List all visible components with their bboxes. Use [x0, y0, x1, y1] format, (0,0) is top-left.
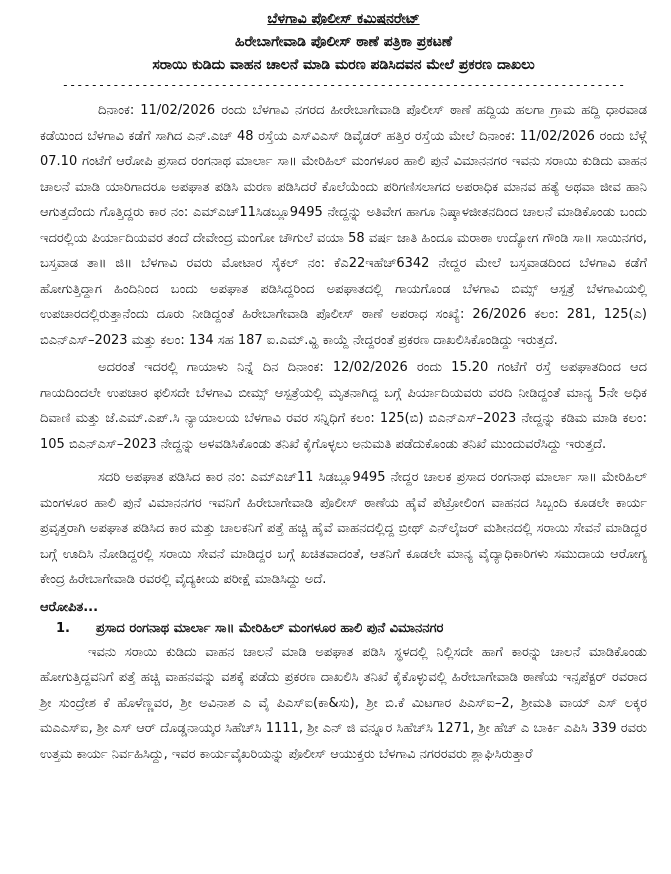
- document-header: [40, 8, 647, 77]
- header-divider: ------------------------------------------------------------------------------: [61, 78, 626, 92]
- headline: ಸರಾಯಿ ಕುಡಿದು ವಾಹನ ಚಾಲನೆ ಮಾಡಿ ಮರಣ ಪಡಿಸಿದವನ ಮೇಲೆ ಪ್ರಕರಣ ದಾಖಲು: [152, 57, 535, 73]
- paragraph-appreciation: ಇವನು ಸರಾಯಿ ಕುಡಿದು ವಾಹನ ಚಾಲನೆ ಮಾಡಿ ಅಪಘಾತ ಪಡಿಸಿ ಸ್ಥಳದಲ್ಲಿ ನಿಲ್ಲಿಸದೇ ಹಾಗೆ ಕಾರನ್ನು ಚಾಲನೆ ಮಾಡಿಕೊಂಡು ಹೋಗುತ್ತಿದ್ದವನಿಗೆ ಪತ್ತೆ ಹಚ್ಚಿ ವಾಹನವನ್ನು ವಶಕ್ಕೆ ಪಡೆದು ಪ್ರಕರಣ ದಾಖಲಿಸಿ ತನಿಖೆ ಕೈಕೊಳ್ಳುವಲ್ಲಿ ಹಿರೇಬಾಗೇವಾಡಿ ಠಾಣೆಯ ಇನ್ಸಪೆಕ್ಟರ್ ರವರಾದ ಶ್ರೀ ಸುಂದ್ರೇಶ ಕೆ ಹೊಳೆಣ್ಣವರ, ಶ್ರೀ ಅವಿನಾಶ ಎ ವೈ ಪಿಎಸ್ಐ(ಕಾ&ಸು), ಶ್ರೀ ಬಿ.ಕೆ ಮಿಟಗಾರ ಪಿಎಸ್ಐ–2, ಶ್ರೀಮತಿ ವಾಯ್ ಎಸ್ ಲಕ್ಕರ ಮಎಎಸ್ಐ, ಶ್ರೀ ಎಸ್ ಆರ್ ದೊಡ್ಡನಾಯ್ಕರ ಸಿಹೆಚ್‌ಸಿ 1111, ಶ್ರೀ ಎನ್ ಜಿ ವನ್ನೂರ ಸಿಹೆಚ್‌ಸಿ 1271, ಶ್ರೀ ಹೆಚ್ ಎ ಬಾರ್ಕಿ ಎಪಿಸಿ 339 ರವರು ಉತ್ತಮ ಕಾರ್ಯ ನಿರ್ವಹಿಸಿದ್ದು, ಇವರ ಕಾರ್ಯವೈಖರಿಯನ್ನು ಪೊಲೀಸ್ ಆಯುಕ್ತರು ಬೆಳಗಾವಿ ನಗರರವರು ಶ್ಲಾಘಿಸಿರುತ್ತಾರೆ: [40, 644, 647, 762]
- paragraph-arrest: ಸದರಿ ಅಪಘಾತ ಪಡಿಸಿದ ಕಾರ ನಂ: ಎಮ್‌ಎಚ್11 ಸಿಡಬ್ಲೂ9495 ನೇದ್ದರ ಚಾಲಕ ಪ್ರಸಾದ ರಂಗನಾಥ ಮಾರ್ಲಾ ಸಾ॥ ಮೇರಿಹಿಲ್ ಮಂಗಳೂರ ಹಾಲಿ ಪುನೆ ವಿಮಾನನಗರ ಇವನಿಗೆ ಹಿರೇಬಾಗೇವಾಡಿ ಪೊಲೀಸ್ ಠಾಣೆಯ ಹೈವೆ ಪೆಟ್ರೋಲಿಂಗ ವಾಹನದ ಸಿಬ್ಬಂದಿ ಕೂಡಲೇ ಕಾರ್ಯ ಪ್ರವೃತ್ತರಾಗಿ ಅಪಘಾತ ಪಡಿಸಿದ ಕಾರ ಮತ್ತು ಚಾಲಕನಿಗೆ ಪತ್ತೆ ಹಚ್ಚಿ ಹೈವೆ ವಾಹನದಲ್ಲಿದ್ದ ಬ್ರೀಥ್ ಎನ್‌ಲೈಜರ್ ಮಶೀನದಲ್ಲಿ ಸರಾಯಿ ಸೇವನೆ ಮಾಡಿದ್ದರ ಬಗ್ಗೆ ಊದಿಸಿ ನೋಡಿದ್ದರಲ್ಲಿ ಸರಾಯಿ ಸೇವನೆ ಮಾಡಿದ್ದರ ಬಗ್ಗೆ ಖಚಿತವಾದಂತೆ, ಆತನಿಗೆ ಕೂಡಲೇ ಮಾನ್ಯ ವೈದ್ಯಾಧಿಕಾರಿಗಳು ಸಮುದಾಯ ಆರೋಗ್ಯ ಕೇಂದ್ರ ಹಿರೇಬಾಗೇವಾಡಿ ರವರಲ್ಲಿ ವೈದ್ಯಕೀಯ ಪರೀಕ್ಷೆ ಮಾಡಿಸಿದ್ದು ಅದೆ.: [40, 470, 647, 587]
- accused-number: 1.: [56, 621, 70, 636]
- paragraph-death: ಅದರಂತೆ ಇದರಲ್ಲಿ ಗಾಯಾಳು ನಿನ್ನೆ ದಿನ ದಿನಾಂಕ: 12/02/2026 ರಂದು 15.20 ಗಂಟೆಗೆ ರಸ್ತೆ ಅಪಘಾತದಿಂದ ಆದ ಗಾಯದಿಂದಲೇ ಉಪಚಾರ ಫಲಿಸದೇ ಬೆಳಗಾವಿ ಬೀಮ್ಸ್ ಆಸ್ಪತ್ರೆಯಲ್ಲಿ ಮೃತನಾಗಿದ್ದ ಬಗ್ಗೆ ಪಿರ್ಯಾದಿಯವರು ವರದಿ ನೀಡಿದ್ದಂತೆ ಮಾನ್ಯ 5ನೇ ಅಧಿಕ ದಿವಾಣಿ ಮತ್ತು ಜೆ.ಎಮ್.ಎಪ್.ಸಿ ನ್ಯಾಯಾಲಯ ಬೆಳಗಾವಿ ರವರ ಸನ್ನಿಧಿಗೆ ಕಲಂ: 125(ಬಿ) ಬಿಎನ್‌ಎಸ್–2023 ನೇದ್ದನ್ನು ಕಡಿಮ ಮಾಡಿ ಕಲಂ: 105 ಬಿಎನ್‌ಎಸ್–2023 ನೇದ್ದನ್ನು ಅಳವಡಿಸಿಕೊಂಡು ತನಿಖೆ ಕೈಗೊಳ್ಳಲು ಅನುಮತಿ ಪಡೆದುಕೊಂಡು ತನಿಖೆ ಮುಂದುವರೆಸಿದ್ದು ಇರುತ್ತದೆ.: [40, 360, 647, 452]
- accused-list-item: [40, 616, 647, 642]
- accused-name: ಪ್ರಸಾದ ರಂಗನಾಥ ಮಾರ್ಲಾ ಸಾ॥ ಮೇರಿಹಿಲ್ ಮಂಗಳೂರ ಹಾಲಿ ಪುನೆ ವಿಮಾನನಗರ: [96, 621, 444, 636]
- accused-heading: ಆರೋಪಿತ...: [40, 599, 99, 615]
- paragraph-incident: ದಿನಾಂಕ: 11/02/2026 ರಂದು ಬೆಳಗಾವಿ ನಗರದ ಹೀರೇಬಾಗೇವಾಡಿ ಪೊಲೀಸ್ ಠಾಣೆ ಹದ್ದಿಯ ಹಲಗಾ ಗ್ರಾಮ ಹದ್ದಿ ಧಾರವಾಡ ಕಡೆಯಿಂದ ಬೆಳಗಾವಿ ಕಡೆಗೆ ಸಾಗಿದ ಎನ್.ಎಚ್ 48 ರಸ್ತೆಯ ಎಸ್‌ವಿಎಸ್ ಡಿವೈಡರ್ ಹತ್ತಿರ ರಸ್ತೆಯ ಮೇಲೆ ದಿನಾಂಕ: 11/02/2026 ರಂದು ಬೆಳ್ಗೆ 07.10 ಗಂಟೆಗೆ ಆರೋಪಿ ಪ್ರಸಾದ ರಂಗನಾಥ ಮಾರ್ಲಾ ಸಾ॥ ಮೇರಿಹಿಲ್ ಮಂಗಳೂರ ಹಾಲಿ ಪುನೆ ವಿಮಾನನಗರ ಇವನು ಸರಾಯಿ ಕುಡಿದು ವಾಹನ ಚಾಲನೆ ಮಾಡಿ ಯಾರಿಗಾದರೂ ಅಪಘಾತ ಪಡಿಸಿ ಮರಣ ಪಡಿಸಿದರೆ ಕೊಲೆಯೆಂದು ಪರಿಗಣಿಸಲಾಗದ ಅಪರಾಧಿಕ ಮಾನವ ಹತ್ಯೆ ಅಥವಾ ಜೀವ ಹಾನಿ ಆಗುತ್ತದೆಂದು ಗೊತ್ತಿದ್ದರು ಕಾರ ನಂ: ಎಮ್‌ಎಚ್11ಸಿಡಬ್ಲೂ9495 ನೇದ್ದನ್ನು ಅತಿವೇಗ ಹಾಗೂ ನಿಷ್ಕಾಳಜೀತನದಿಂದ ಚಾಲನೆ ಮಾಡಿಕೊಂಡು ಬಂದು ಇದರಲ್ಲಿಯ ಪಿರ್ಯಾದಿಯವರ ತಂದೆ ದೇವೇಂದ್ರ ಮಂಗೋ ಚೌಗುಲೆ ವಯಾ 58 ವರ್ಷ ಜಾತಿ ಹಿಂದೂ ಮರಾಠಾ ಉದ್ಯೋಗ ಗೌಂಡಿ ಸಾ॥ ಸಾಯಿನಗರ, ಬಸ್ತವಾಡ ತಾ॥ ಜಿ॥ ಬೆಳಗಾವಿ ರವರು ಮೋಟಾರ ಸೈಕಲ್ ನಂ: ಕೆಎ22ಇಹೆಚ್6342 ನೇದ್ದರ ಮೇಲೆ ಬಸ್ತವಾಡದಿಂದ ಬೆಳಗಾವಿ ಕಡೆಗೆ ಹೋಗುತ್ತಿದ್ದಾಗ ಹಿಂದಿನಿಂದ ಬಂದು ಅಪಘಾತ ಪಡಿಸಿದ್ದರಿಂದ ಅಪಘಾತದಲ್ಲಿ ಗಾಯಗೊಂಡ ಬೆಳಗಾವಿ ಬಿಮ್ಸ್ ಆಸ್ಪತ್ರೆ ಬೆಳಗಾವಿಯಲ್ಲಿ ಉಪಚಾರದಲ್ಲಿರುತ್ತಾನೆಂದು ದೂರು ನೀಡಿದ್ದಂತೆ ಹಿರೇಬಾಗೇವಾಡಿ ಪೊಲೀಸ್ ಠಾಣೆ ಅಪರಾಧ ಸಂಖ್ಯೆ: 26/2026 ಕಲಂ: 281, 125(ಎ) ಬಿಎನ್‌ಎಸ್–2023 ಮತ್ತು ಕಲಂ: 134 ಸಹ 187 ಐ.ಎಮ್.ವ್ಹಿ ಕಾಯ್ದೆ ನೇದ್ದರಂತೆ ಪ್ರಕರಣ ದಾಖಲಿಸಿಕೊಂಡಿದ್ದು ಇರುತ್ತದೆ.: [40, 103, 647, 348]
- commissionerate-title: ಬೆಳಗಾವಿ ಪೊಲೀಸ್ ಕಮಿಷನರೇಟ್: [267, 11, 420, 27]
- station-press-note-title: ಹಿರೇಬಾಗೇವಾಡಿ ಪೊಲೀಸ್ ಠಾಣೆ ಪತ್ರಿಕಾ ಪ್ರಕಟಣೆ: [234, 34, 453, 50]
